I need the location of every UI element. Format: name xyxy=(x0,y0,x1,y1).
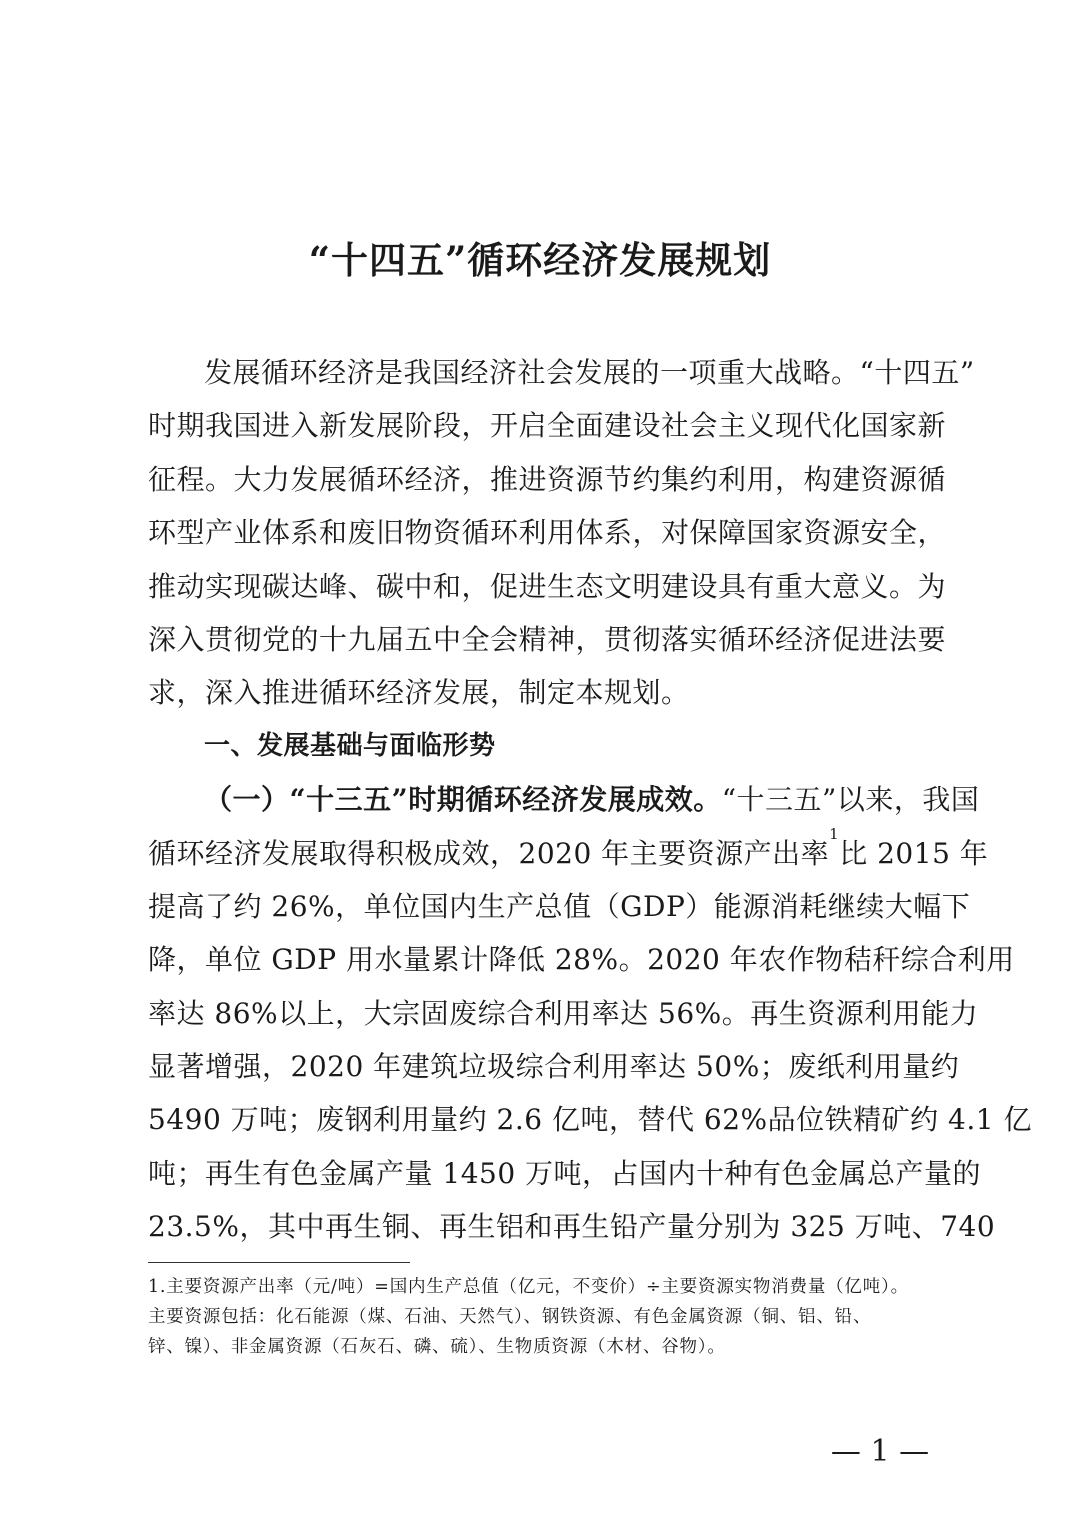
paragraph-line: 降，单位 GDP 用水量累计降低 28%。2020 年农作物秸秆综合利用 xyxy=(148,943,1015,977)
section-heading: 一、发展基础与面临形势 xyxy=(204,730,496,761)
paragraph-line: 23.5%，其中再生铜、再生铝和再生铅产量分别为 325 万吨、740 xyxy=(148,1210,996,1244)
footnote-reference[interactable]: 1 xyxy=(829,824,840,843)
paragraph-line: 吨；再生有色金属产量 1450 万吨，占国内十种有色金属总产量的 xyxy=(148,1156,982,1190)
paragraph-line: 环型产业体系和废旧物资循环利用体系，对保障国家资源安全， xyxy=(148,516,947,550)
paragraph-line xyxy=(148,773,980,826)
paragraph-line: 提高了约 26%，单位国内生产总值（GDP）能源消耗继续大幅下 xyxy=(148,889,971,923)
paragraph-line: 推动实现碳达峰、碳中和，促进生态文明建设具有重大意义。为 xyxy=(148,569,947,603)
paragraph-line: 显著增强，2020 年建筑垃圾综合利用率达 50%；废纸利用量约 xyxy=(148,1050,960,1084)
paragraph-line: 时期我国进入新发展阶段，开启全面建设社会主义现代化国家新 xyxy=(148,409,947,443)
paragraph-line xyxy=(148,824,989,880)
paragraph-line: 5490 万吨；废钢利用量约 2.6 亿吨，替代 62%品位铁精矿约 4.1 亿 xyxy=(148,1103,1032,1137)
footnote-line: 锌、镍）、非金属资源（石灰石、磷、硫）、生物质资源（木材、谷物）。 xyxy=(148,1337,726,1357)
page-number: — 1 — xyxy=(830,1434,930,1469)
paragraph-line: 深入贯彻党的十九届五中全会精神，贯彻落实循环经济促进法要 xyxy=(148,622,947,656)
footnote xyxy=(148,1272,934,1362)
body-text xyxy=(148,346,1032,1254)
paragraph-text: 比 2015 年 xyxy=(839,836,989,870)
subsection-lead: （一）“十三五”时期循环经济发展成效。 xyxy=(204,783,722,817)
paragraph-line: 求，深入推进循环经济发展，制定本规划。 xyxy=(148,676,690,710)
footnote-line: 1.主要资源产出率（元/吨）=国内生产总值（亿元，不变价）÷主要资源实物消费量（亿吨）。 xyxy=(148,1277,909,1297)
document-title: “十四五”循环经济发展规划 xyxy=(308,238,772,282)
paragraph-text: 循环经济发展取得积极成效，2020 年主要资源产出率 xyxy=(148,836,830,870)
paragraph-line: 征程。大力发展循环经济，推进资源节约集约利用，构建资源循 xyxy=(148,462,947,496)
footnote-line: 主要资源包括：化石能源（煤、石油、天然气）、钢铁资源、有色金属资源（铜、铝、铅、 xyxy=(148,1307,872,1327)
footnote-divider xyxy=(148,1262,410,1263)
paragraph-line: 率达 86%以上，大宗固废综合利用率达 56%。再生资源利用能力 xyxy=(148,996,979,1030)
paragraph-line: 发展循环经济是我国经济社会发展的一项重大战略。“十四五” xyxy=(204,356,975,389)
paragraph-text: “十三五”以来，我国 xyxy=(721,783,980,817)
